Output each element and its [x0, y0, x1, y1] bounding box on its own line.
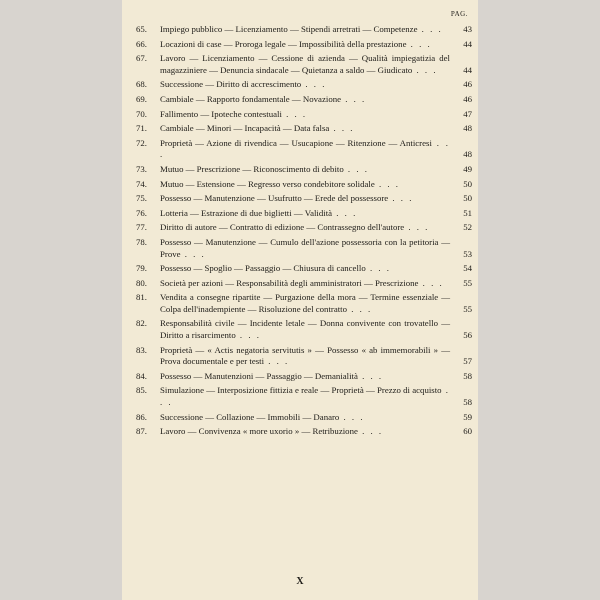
entry-body: [160, 345, 472, 368]
entry-number: 85.: [136, 385, 147, 396]
entry-title: Lavoro — Licenziamento — Cessione di azienda — Qualità impiegatizia del magazziniere — Denuncia sindacale — Quietanza a saldo — Giudicato: [160, 53, 450, 75]
index-entry: [136, 263, 472, 275]
entry-title: Mutuo — Prescrizione — Riconoscimento di debito: [160, 163, 344, 174]
leader-dots: . . .: [301, 79, 327, 90]
entry-body: [160, 237, 472, 260]
entry-page: 48: [463, 149, 472, 160]
entry-page: 51: [463, 207, 472, 218]
leader-dots: . . .: [332, 207, 358, 218]
entry-page: 55: [463, 303, 472, 314]
entry-title: Possesso — Manutenzioni — Passaggio — Demanialità: [160, 370, 358, 381]
leader-dots: . . .: [160, 137, 451, 160]
entry-title: Fallimento — Ipoteche contestuali: [160, 108, 282, 119]
leader-dots: . . .: [343, 163, 369, 174]
entry-page: 44: [463, 38, 472, 49]
entry-title: Lavoro — Convivenza « more uxorio » — Retribuzione: [160, 426, 358, 437]
entry-body: [160, 222, 472, 234]
entry-number: 79.: [136, 263, 147, 274]
index-entry: [136, 278, 472, 290]
leader-dots: . . .: [365, 263, 391, 274]
entry-title: Possesso — Manutenzione — Usufrutto — Erede del possessore: [160, 193, 389, 204]
entry-page: 46: [463, 93, 472, 104]
index-entry: [136, 53, 472, 76]
index-entry: [136, 39, 472, 51]
entry-body: [160, 193, 472, 205]
entry-title: Possesso — Manutenzione — Cumulo dell'azione possessoria con la petitoria — Prove: [160, 236, 450, 259]
entry-number: 65.: [136, 24, 147, 34]
index-entry: [136, 123, 472, 135]
leader-dots: . . .: [406, 38, 432, 49]
index-entries: [136, 24, 472, 441]
entry-title: Vendita a consegne ripartite — Purgazione della mora — Termine essenziale — Colpa dell'inadempiente — Risoluzione del contratto: [160, 292, 450, 314]
entry-title: Lotteria — Estrazione di due biglietti — Validità: [160, 207, 333, 218]
entry-page: 43: [463, 24, 472, 34]
index-entry: [136, 208, 472, 220]
index-entry: [136, 164, 472, 176]
entry-title: Successione — Collazione — Immobili — Danaro: [160, 411, 340, 422]
entry-body: [160, 263, 472, 275]
index-entry: [136, 24, 472, 36]
index-entry: [136, 109, 472, 121]
entry-number: 69.: [136, 93, 147, 104]
entry-page: 54: [463, 263, 472, 274]
index-entry: [136, 345, 472, 368]
entry-page: 46: [463, 79, 472, 90]
entry-number: 70.: [136, 108, 147, 119]
entry-number: 76.: [136, 207, 147, 218]
index-entry: [136, 79, 472, 91]
entry-number: 74.: [136, 178, 147, 189]
entry-title: Proprietà — « Actis negatoria servitutis » — Possesso « ab immemorabili » — Prova documentale e per testi: [160, 344, 450, 367]
entry-number: 72.: [136, 137, 147, 148]
entry-page: 57: [463, 356, 472, 367]
entry-title: Cambiale — Rapporto fondamentale — Novazione: [160, 93, 342, 104]
entry-body: [160, 179, 472, 191]
entry-number: 82.: [136, 318, 147, 329]
entry-page: 59: [463, 411, 472, 422]
page-column-header: PAG.: [450, 10, 468, 18]
index-entry: [136, 179, 472, 191]
entry-title: Proprietà — Azione di rivendica — Usucapione — Ritenzione — Anticresi: [160, 137, 432, 148]
entry-body: [160, 138, 472, 161]
index-entry: [136, 193, 472, 205]
entry-body: [160, 318, 472, 341]
entry-number: 77.: [136, 222, 147, 233]
index-entry: [136, 94, 472, 106]
entry-title: Responsabilità civile — Incidente letale — Donna convivente con trovatello — Diritto a risarcimento: [160, 318, 450, 341]
entry-page: 58: [463, 370, 472, 381]
entry-page: 55: [463, 277, 472, 288]
entry-page: 52: [463, 222, 472, 233]
entry-page: 44: [463, 64, 472, 75]
entry-body: [160, 412, 472, 424]
entry-number: 67.: [136, 53, 147, 64]
entry-body: [160, 278, 472, 290]
entry-title: Società per azioni — Responsabilità degli amministratori — Prescrizione: [160, 277, 419, 288]
entry-body: [160, 79, 472, 91]
entry-number: 86.: [136, 411, 147, 422]
entry-title: Successione — Diritto di accrescimento: [160, 79, 302, 90]
entry-title: Possesso — Spoglio — Passaggio — Chiusura di cancello: [160, 263, 366, 274]
entry-page: 48: [463, 123, 472, 134]
leader-dots: . . .: [418, 277, 444, 288]
entry-number: 84.: [136, 370, 147, 381]
entry-number: 81.: [136, 292, 147, 303]
index-entry: [136, 318, 472, 341]
leader-dots: . . .: [339, 411, 365, 422]
entry-number: 80.: [136, 277, 147, 288]
leader-dots: . . .: [341, 93, 367, 104]
entry-page: 47: [463, 108, 472, 119]
entry-page: 56: [463, 330, 472, 341]
entry-number: 75.: [136, 193, 147, 204]
entry-title: Cambiale — Minori — Incapacità — Data falsa: [160, 123, 330, 134]
entry-number: 73.: [136, 163, 147, 174]
entry-body: [160, 94, 472, 106]
entry-page: 49: [463, 163, 472, 174]
entry-number: 78.: [136, 236, 147, 247]
entry-body: [160, 39, 472, 51]
leader-dots: . . .: [374, 178, 400, 189]
index-entry: [136, 237, 472, 260]
index-entry: [136, 385, 472, 408]
entry-page: 60: [463, 426, 472, 437]
entry-page: 53: [463, 248, 472, 259]
index-entry: [136, 412, 472, 424]
entry-number: 71.: [136, 123, 147, 134]
entry-title: Mutuo — Estensione — Regresso verso condebitore solidale: [160, 178, 375, 189]
entry-body: [160, 371, 472, 383]
leader-dots: . . .: [281, 108, 308, 119]
leader-dots: . . .: [235, 330, 261, 341]
index-entry: [136, 292, 472, 315]
leader-dots: . . .: [404, 222, 430, 233]
entry-body: [160, 208, 472, 220]
entry-body: [160, 123, 472, 135]
entry-number: 87.: [136, 426, 147, 437]
leader-dots: . . .: [357, 370, 384, 381]
leader-dots: . . .: [357, 426, 384, 437]
entry-body: [160, 164, 472, 176]
entry-body: [160, 53, 472, 76]
entry-title: Impiego pubblico — Licenziamento — Stipendi arretrati — Competenze: [160, 24, 418, 34]
entry-number: 83.: [136, 344, 147, 355]
entry-body: [160, 24, 472, 36]
entry-body: [160, 292, 472, 315]
leader-dots: . . .: [264, 356, 290, 367]
entry-body: [160, 385, 472, 408]
leader-dots: . . .: [347, 303, 373, 314]
entry-body: [160, 426, 472, 438]
leader-dots: . . .: [388, 193, 414, 204]
entry-title: Locazioni di case — Proroga legale — Impossibilità della prestazione: [160, 38, 407, 49]
page-number: X: [296, 576, 304, 587]
entry-body: [160, 109, 472, 121]
entry-title: Diritto di autore — Contratto di edizione — Contrassegno dell'autore: [160, 222, 405, 233]
leader-dots: . . .: [160, 385, 450, 408]
leader-dots: . . .: [180, 248, 206, 259]
leader-dots: . . .: [417, 24, 443, 34]
leader-dots: . . .: [329, 123, 355, 134]
index-entry: [136, 426, 472, 438]
entry-page: 50: [463, 178, 472, 189]
index-entry: [136, 138, 472, 161]
entry-number: 68.: [136, 79, 147, 90]
entry-number: 66.: [136, 38, 147, 49]
index-page: [122, 0, 478, 600]
entry-page: 50: [463, 193, 472, 204]
leader-dots: . . .: [412, 64, 438, 75]
entry-page: 58: [463, 397, 472, 408]
index-entry: [136, 371, 472, 383]
index-entry: [136, 222, 472, 234]
entry-title: Simulazione — Interposizione fittizia e reale — Proprietà — Prezzo di acquisto: [160, 385, 442, 396]
